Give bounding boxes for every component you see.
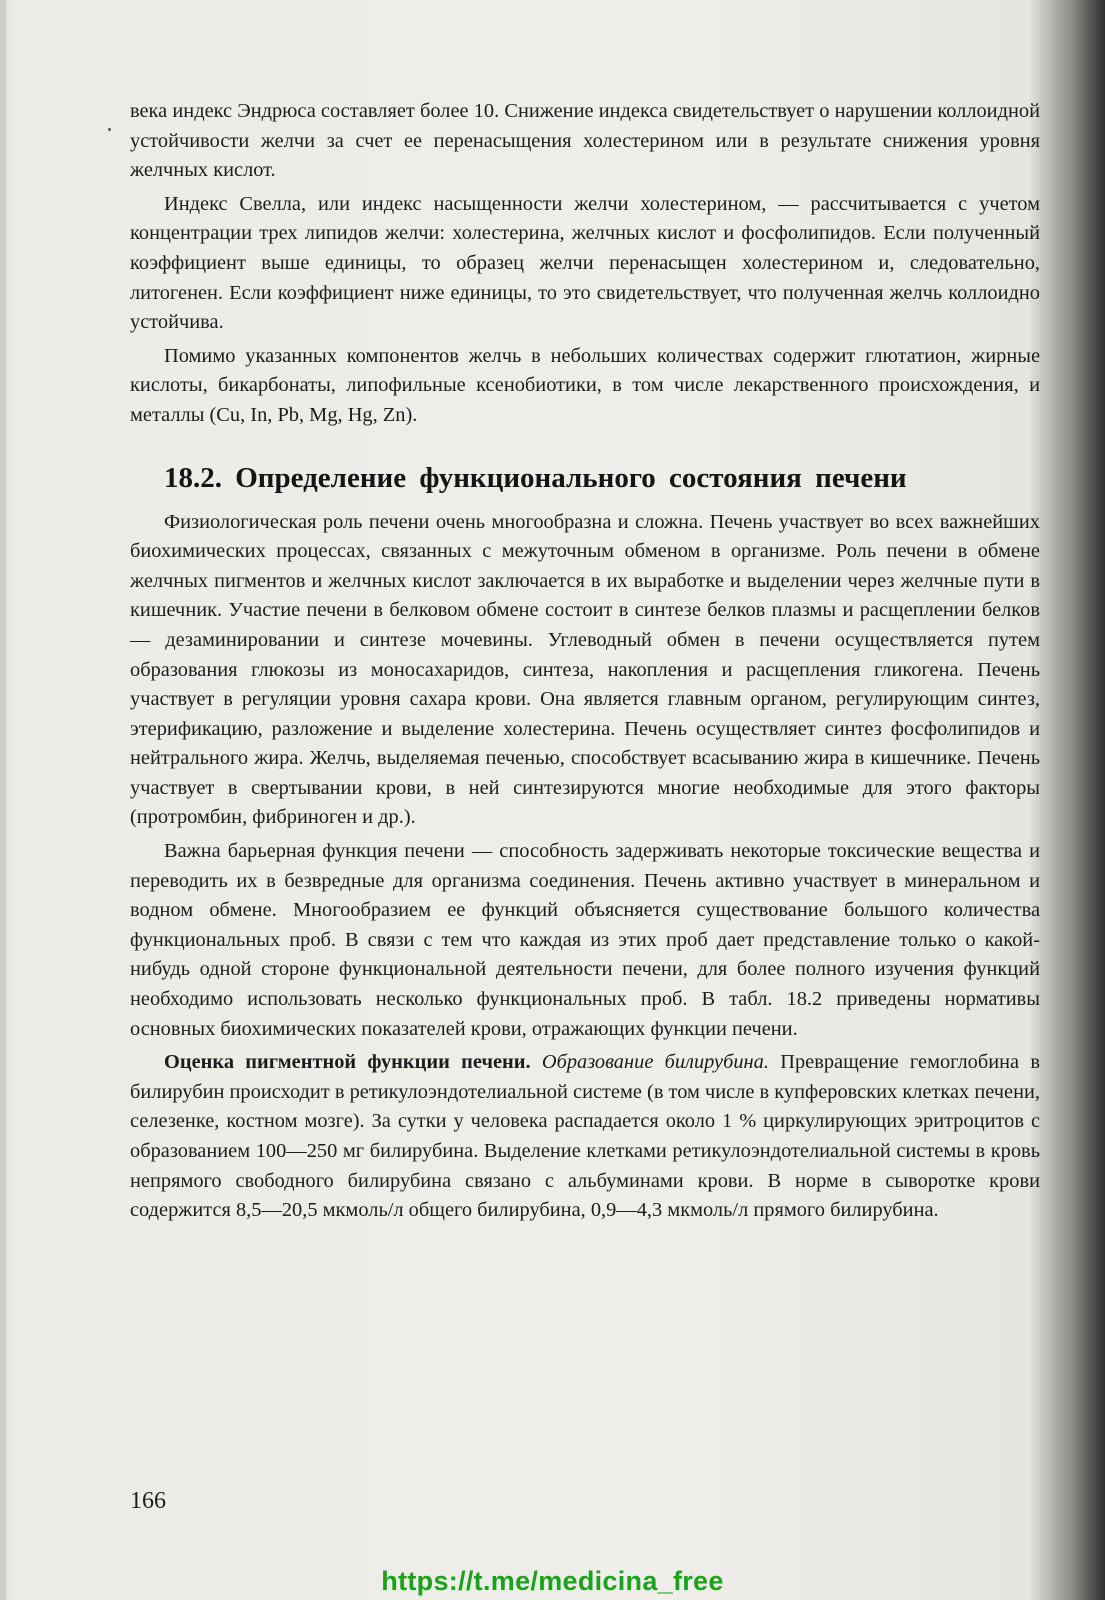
pigment-body-text: Превращение гемоглобина в билирубин происходит в ретикулоэндотелиальной системе (в том числе в купферовских клетках печени, селезенке, костном мозге). За сутки у человека распадается около 1 % циркулирующих эритроцитов с образованием 100—250 мг билирубина. Выделение клетками ретикулоэндотелиальной системы в кровь непрямого свободного билирубина связано с альбуминами крови. В норме в сыворотке крови содержится 8,5—20,5 мкмоль/л общего билирубина, 0,9—4,3 мкмоль/л прямого билирубина. bbox=[130, 1051, 1040, 1222]
scan-speck bbox=[108, 128, 111, 131]
paragraph-barrier-function: Важна барьерная функция печени — способность задерживать некоторые токсические вещества и переводить их в безвредные для организма соединения. Печень активно участвует в минеральном и водном обмене. Многообразием ее функций объясняется существование большого количества функциональных проб. В связи с тем что каждая из этих проб дает представление только о какой-нибудь одной стороне функциональной деятельности печени, для более полного изучения функций необходимо использовать несколько функциональных проб. В табл. 18.2 приведены нормативы основных биохимических показателей крови, отражающих функции печени. bbox=[130, 840, 1040, 1040]
paragraph-liver-physiology: Физиологическая роль печени очень многообразна и сложна. Печень участвует во всех важнейших биохимических процессах, связанных с межуточным обменом в организме. Роль печени в обмене желчных пигментов и желчных кислот заключается в их выработке и выделении через желчные пути в кишечник. Участие печени в белковом обмене состоит в синтезе белков плазмы и расщеплении белков — дезаминировании и синтезе мочевины. Углеводный обмен в печени осуществляется путем образования глюкозы из моносахаридов, синтеза, накопления и расщепления гликогена. Печень участвует в регуляции уровня сахара крови. Она является главным органом, регулирующим синтез, этерификацию, разложение и выделение холестерина. Печень осуществляет синтез фосфолипидов и нейтрального жира. Желчь, выделяемая печенью, способствует всасыванию жира в кишечнике. Печень участвует в свертывании крови, в ней синтезируются многие необходимые для этого факторы (протромбин, фибриноген и др.). bbox=[130, 510, 1040, 829]
paragraph-andrews-index: века индекс Эндрюса составляет более 10. Снижение индекса свидетельствует о нарушении коллоидной устойчивости желчи за счет ее перенасыщения холестерином или в результате снижения уровня желчных кислот. bbox=[130, 100, 1040, 182]
text-column bbox=[130, 97, 1040, 1226]
page-number: 166 bbox=[130, 1488, 166, 1514]
paragraph-bile-components: Помимо указанных компонентов желчь в небольших количествах содержит глютатион, жирные кислоты, бикарбонаты, липофильные ксенобиотики, в том числе лекарственного происхождения, и металлы (Cu, In, Pb, Mg, Hg, Zn). bbox=[130, 344, 1040, 426]
paragraph-pigment-function bbox=[130, 1048, 1040, 1226]
pigment-bold-lead: Оценка пигментной функции печени. bbox=[164, 1051, 531, 1074]
section-heading: 18.2. Определение функционального состояния печени bbox=[164, 461, 907, 494]
pigment-italic-lead: Образование билирубина. bbox=[541, 1051, 769, 1074]
paragraph-swell-index: Индекс Свелла, или индекс насыщенности желчи холестерином, — рассчитывается с учетом концентрации трех липидов желчи: холестерина, желчных кислот и фосфолипидов. Если полученный коэффициент выше единицы, то образец желчи перенасыщен холестерином и, следовательно, литогенен. Если коэффициент ниже единицы, то это свидетельствует, что полученная желчь коллоидно устойчива. bbox=[130, 192, 1040, 334]
telegram-link[interactable]: https://t.me/medicina_free bbox=[381, 1566, 724, 1596]
